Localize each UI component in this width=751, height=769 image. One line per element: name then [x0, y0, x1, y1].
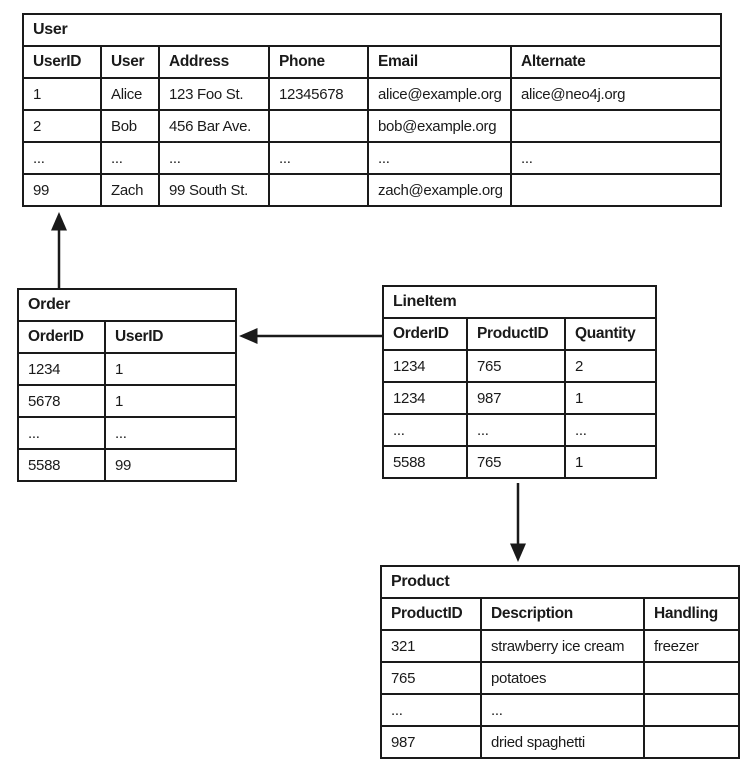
user-table: [22, 13, 722, 207]
table-cell: ...: [481, 694, 644, 726]
lineitem-table: [382, 285, 657, 479]
table-cell: ...: [383, 414, 467, 446]
column-header: Phone: [269, 46, 368, 78]
table-cell: 99: [23, 174, 101, 206]
table-cell: potatoes: [481, 662, 644, 694]
table-cell: 765: [467, 350, 565, 382]
table-title: Order: [18, 289, 236, 321]
table-cell: ...: [23, 142, 101, 174]
arrow-lineitem-to-product: [510, 483, 526, 562]
table-cell: 1: [565, 382, 656, 414]
column-header: Address: [159, 46, 269, 78]
table-row: [23, 174, 721, 206]
column-header: UserID: [105, 321, 236, 353]
table-cell: Alice: [101, 78, 159, 110]
table-cell: ...: [269, 142, 368, 174]
column-header: User: [101, 46, 159, 78]
table-title-row: [381, 566, 739, 598]
table-cell: [269, 110, 368, 142]
table-title-row: [23, 14, 721, 46]
table-row: [18, 417, 236, 449]
table-header-row: [383, 318, 656, 350]
column-header: ProductID: [381, 598, 481, 630]
table-cell: [511, 174, 721, 206]
column-header: Email: [368, 46, 511, 78]
table-cell: 987: [467, 382, 565, 414]
table-cell: 1: [23, 78, 101, 110]
order-table: [17, 288, 237, 482]
table-cell: 2: [23, 110, 101, 142]
table-title: LineItem: [383, 286, 656, 318]
table-header-row: [23, 46, 721, 78]
table-row: [18, 449, 236, 481]
table-cell: Bob: [101, 110, 159, 142]
table-cell: 456 Bar Ave.: [159, 110, 269, 142]
table-row: [383, 382, 656, 414]
arrow-lineitem-to-order: [239, 328, 382, 344]
table-cell: strawberry ice cream: [481, 630, 644, 662]
table-cell: 5588: [383, 446, 467, 478]
table-cell: 1234: [383, 350, 467, 382]
table-row: [381, 726, 739, 758]
table-cell: 765: [381, 662, 481, 694]
table-header-row: [381, 598, 739, 630]
column-header: Handling: [644, 598, 739, 630]
table-cell: [511, 110, 721, 142]
table-cell: ...: [511, 142, 721, 174]
table-row: [18, 385, 236, 417]
table-row: [23, 78, 721, 110]
table-cell: Zach: [101, 174, 159, 206]
table-cell: 1: [565, 446, 656, 478]
table-cell: freezer: [644, 630, 739, 662]
table-cell: zach@example.org: [368, 174, 511, 206]
table-cell: ...: [101, 142, 159, 174]
table-title: User: [23, 14, 721, 46]
table-cell: 765: [467, 446, 565, 478]
product-table: [380, 565, 740, 759]
table-title: Product: [381, 566, 739, 598]
table-header-row: [18, 321, 236, 353]
table-cell: 1: [105, 385, 236, 417]
table-cell: 123 Foo St.: [159, 78, 269, 110]
table-cell: bob@example.org: [368, 110, 511, 142]
column-header: ProductID: [467, 318, 565, 350]
table-cell: ...: [105, 417, 236, 449]
column-header: Quantity: [565, 318, 656, 350]
column-header: Alternate: [511, 46, 721, 78]
table-cell: 5678: [18, 385, 105, 417]
table-title-row: [383, 286, 656, 318]
table-cell: 321: [381, 630, 481, 662]
table-cell: alice@example.org: [368, 78, 511, 110]
table-cell: 99: [105, 449, 236, 481]
column-header: OrderID: [18, 321, 105, 353]
table-cell: [269, 174, 368, 206]
order-table-container: [17, 288, 237, 482]
column-header: OrderID: [383, 318, 467, 350]
product-table-container: [380, 565, 740, 759]
table-cell: dried spaghetti: [481, 726, 644, 758]
table-cell: 1234: [383, 382, 467, 414]
table-cell: alice@neo4j.org: [511, 78, 721, 110]
arrow-order-to-user: [51, 212, 67, 288]
table-row: [383, 446, 656, 478]
table-cell: ...: [467, 414, 565, 446]
table-cell: 2: [565, 350, 656, 382]
table-row: [381, 662, 739, 694]
table-cell: ...: [381, 694, 481, 726]
table-cell: 5588: [18, 449, 105, 481]
table-row: [381, 694, 739, 726]
table-cell: ...: [368, 142, 511, 174]
user-table-container: [22, 13, 722, 207]
table-cell: [644, 694, 739, 726]
table-row: [23, 110, 721, 142]
table-cell: 1234: [18, 353, 105, 385]
table-cell: 12345678: [269, 78, 368, 110]
table-row: [383, 350, 656, 382]
table-cell: 99 South St.: [159, 174, 269, 206]
table-cell: 987: [381, 726, 481, 758]
table-row: [23, 142, 721, 174]
lineitem-table-container: [382, 285, 657, 479]
column-header: UserID: [23, 46, 101, 78]
table-cell: ...: [18, 417, 105, 449]
table-cell: [644, 662, 739, 694]
table-cell: [644, 726, 739, 758]
table-row: [383, 414, 656, 446]
table-cell: 1: [105, 353, 236, 385]
table-cell: ...: [565, 414, 656, 446]
table-title-row: [18, 289, 236, 321]
table-row: [381, 630, 739, 662]
column-header: Description: [481, 598, 644, 630]
table-row: [18, 353, 236, 385]
table-cell: ...: [159, 142, 269, 174]
